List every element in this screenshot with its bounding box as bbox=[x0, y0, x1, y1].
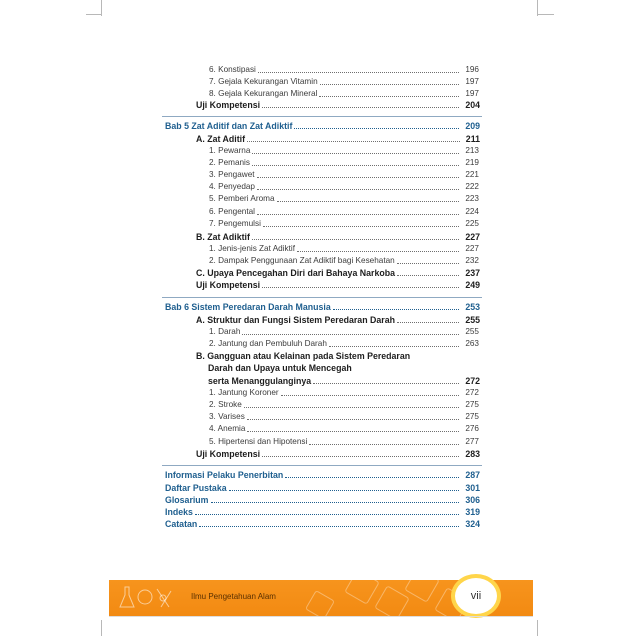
lab-equipment-icon bbox=[117, 583, 177, 613]
toc-entry-page: 224 bbox=[465, 207, 479, 216]
leader-dots bbox=[247, 419, 460, 420]
toc-entry[interactable] bbox=[209, 218, 479, 230]
leader-dots bbox=[397, 322, 459, 323]
leader-dots bbox=[262, 107, 459, 108]
crop-mark bbox=[101, 0, 102, 16]
toc-entry[interactable] bbox=[209, 169, 479, 181]
toc-entry-page: 324 bbox=[465, 519, 480, 529]
leader-dots bbox=[277, 201, 460, 202]
crop-mark bbox=[86, 14, 102, 15]
leader-dots bbox=[294, 128, 459, 129]
toc-entry-page: 272 bbox=[465, 376, 480, 386]
toc-entry-label: 3. Varises bbox=[209, 412, 245, 421]
toc-entry[interactable] bbox=[209, 399, 479, 411]
toc-entry[interactable] bbox=[196, 279, 480, 291]
toc-entry[interactable] bbox=[209, 423, 479, 435]
toc-entry-label: 7. Gejala Kekurangan Vitamin bbox=[209, 77, 318, 86]
toc-backmatter-entry[interactable] bbox=[165, 482, 480, 494]
toc-entry-label: B. Gangguan atau Kelainan pada Sistem Peredaran bbox=[196, 351, 411, 361]
toc-entry-label: 6. Konstipasi bbox=[209, 65, 256, 74]
toc-entry-page: 237 bbox=[465, 268, 480, 278]
toc-entry-page: 196 bbox=[465, 65, 479, 74]
toc-chapter-entry[interactable] bbox=[165, 301, 480, 313]
toc-entry-label: 4. Penyedap bbox=[209, 182, 255, 191]
chapter-rule bbox=[162, 297, 482, 298]
leader-dots bbox=[252, 165, 459, 166]
footer-divider bbox=[109, 616, 533, 617]
toc-entry-label: 4. Anemia bbox=[209, 424, 246, 433]
leader-dots bbox=[263, 226, 459, 227]
toc-entry[interactable] bbox=[209, 338, 479, 350]
toc-entry[interactable] bbox=[209, 436, 479, 448]
leader-dots bbox=[262, 456, 459, 457]
leader-dots bbox=[313, 383, 459, 384]
leader-dots bbox=[258, 72, 459, 73]
leader-dots bbox=[257, 214, 459, 215]
toc-entry-page: 287 bbox=[465, 470, 480, 480]
leader-dots bbox=[247, 141, 460, 142]
crop-mark bbox=[537, 0, 538, 16]
leader-dots bbox=[285, 477, 459, 478]
page-number-badge bbox=[451, 574, 501, 618]
leader-dots bbox=[257, 177, 460, 178]
toc-backmatter-entry[interactable] bbox=[165, 469, 480, 481]
toc-entry-label: 5. Hipertensi dan Hipotensi bbox=[209, 437, 308, 446]
leader-dots bbox=[262, 287, 459, 288]
toc-entry-line bbox=[208, 362, 480, 374]
toc-entry-label: serta Menanggulanginya bbox=[208, 376, 312, 386]
leader-dots bbox=[297, 251, 459, 252]
toc-entry-page: 306 bbox=[465, 495, 480, 505]
toc-entry-page: 272 bbox=[465, 388, 479, 397]
crop-mark bbox=[101, 620, 102, 636]
toc-entry-page: 227 bbox=[465, 244, 479, 253]
leader-dots bbox=[211, 502, 460, 503]
toc-entry-page: 301 bbox=[465, 483, 480, 493]
leader-dots bbox=[247, 431, 459, 432]
toc-entry-page: 209 bbox=[465, 121, 480, 131]
leader-dots bbox=[309, 444, 459, 445]
toc-entry-label: 2. Jantung dan Pembuluh Darah bbox=[209, 339, 327, 348]
toc-entry-page: 227 bbox=[465, 232, 480, 242]
toc-entry-label: C. Upaya Pencegahan Diri dari Bahaya Narkoba bbox=[196, 268, 395, 278]
leader-dots bbox=[333, 309, 460, 310]
toc-entry[interactable] bbox=[196, 99, 480, 111]
toc-entry-label: 7. Pengemulsi bbox=[209, 219, 261, 228]
crop-mark bbox=[537, 620, 538, 636]
leader-dots bbox=[320, 84, 460, 85]
toc-entry[interactable] bbox=[209, 145, 479, 157]
crop-mark bbox=[538, 14, 554, 15]
toc-entry[interactable] bbox=[209, 326, 479, 338]
toc-entry-page: 232 bbox=[465, 256, 479, 265]
toc-entry-page: 283 bbox=[465, 449, 480, 459]
leader-dots bbox=[329, 346, 459, 347]
toc-backmatter-entry[interactable] bbox=[165, 506, 480, 518]
footer-subject: Ilmu Pengetahuan Alam bbox=[191, 592, 276, 601]
toc-entry-label: A. Struktur dan Fungsi Sistem Peredaran Darah bbox=[196, 315, 395, 325]
toc-entry-label: Indeks bbox=[165, 507, 193, 517]
toc-entry-label: Bab 6 Sistem Peredaran Darah Manusia bbox=[165, 302, 331, 312]
toc-entry-label: 1. Pewarna bbox=[209, 146, 251, 155]
toc-entry[interactable] bbox=[196, 448, 480, 460]
leader-dots bbox=[252, 239, 459, 240]
toc-entry-page: 319 bbox=[465, 507, 480, 517]
toc-entry-label: Daftar Pustaka bbox=[165, 483, 227, 493]
toc-entry-page: 221 bbox=[465, 170, 479, 179]
toc-entry[interactable] bbox=[209, 193, 479, 205]
toc-entry-label: 6. Pengental bbox=[209, 207, 255, 216]
toc-entry-label: Darah dan Upaya untuk Mencegah bbox=[208, 363, 352, 373]
toc-entry-page: 275 bbox=[465, 400, 479, 409]
leader-dots bbox=[397, 263, 460, 264]
toc-backmatter-entry[interactable] bbox=[165, 518, 480, 530]
toc-entry[interactable] bbox=[209, 64, 479, 76]
leader-dots bbox=[195, 514, 459, 515]
toc-entry-label: 2. Stroke bbox=[209, 400, 242, 409]
toc-entry[interactable] bbox=[196, 314, 480, 326]
toc-entry[interactable] bbox=[209, 206, 479, 218]
toc-entry-page: 253 bbox=[465, 302, 480, 312]
toc-entry-label: 5. Pemberi Aroma bbox=[209, 194, 275, 203]
toc-entry-line bbox=[196, 350, 480, 362]
toc-entry-page: 211 bbox=[465, 134, 480, 144]
leader-dots bbox=[319, 96, 459, 97]
toc-entry-page: 263 bbox=[465, 339, 479, 348]
toc-entry-label: Uji Kompetensi bbox=[196, 100, 261, 110]
toc-entry-page: 225 bbox=[465, 219, 479, 228]
toc-entry-page: 219 bbox=[465, 158, 479, 167]
toc-entry-label: 2. Pemanis bbox=[209, 158, 250, 167]
leader-dots bbox=[397, 275, 459, 276]
chapter-rule bbox=[162, 116, 482, 117]
hexagon-decoration bbox=[404, 580, 440, 603]
leader-dots bbox=[244, 407, 460, 408]
toc-entry-label: 1. Darah bbox=[209, 327, 241, 336]
toc-entry[interactable] bbox=[208, 375, 480, 387]
leader-dots bbox=[281, 395, 460, 396]
toc-entry-label: Glosarium bbox=[165, 495, 209, 505]
toc-backmatter-entry[interactable] bbox=[165, 494, 480, 506]
toc-entry-label: 2. Dampak Penggunaan Zat Adiktif bagi Kesehatan bbox=[209, 256, 395, 265]
toc-entry[interactable] bbox=[209, 411, 479, 423]
toc-entry-page: 213 bbox=[465, 146, 479, 155]
toc-entry-label: Uji Kompetensi bbox=[196, 280, 261, 290]
toc-entry-page: 222 bbox=[465, 182, 479, 191]
toc-entry-page: 255 bbox=[465, 315, 480, 325]
toc-chapter-entry[interactable] bbox=[165, 120, 480, 132]
toc-entry-page: 255 bbox=[465, 327, 479, 336]
toc-entry[interactable] bbox=[196, 267, 480, 279]
hexagon-decoration bbox=[344, 580, 380, 605]
leader-dots bbox=[242, 334, 459, 335]
toc-entry[interactable] bbox=[209, 255, 479, 267]
toc-entry-label: Catatan bbox=[165, 519, 198, 529]
toc-entry-label: B. Zat Adiktif bbox=[196, 232, 250, 242]
leader-dots bbox=[229, 490, 460, 491]
toc-entry-label: 1. Jantung Koroner bbox=[209, 388, 279, 397]
toc-entry-page: 249 bbox=[465, 280, 480, 290]
leader-dots bbox=[252, 153, 459, 154]
toc-entry-page: 276 bbox=[465, 424, 479, 433]
toc-entry-page: 223 bbox=[465, 194, 479, 203]
toc-entry[interactable] bbox=[209, 387, 479, 399]
toc-entry-label: Bab 5 Zat Aditif dan Zat Adiktif bbox=[165, 121, 293, 131]
toc-entry[interactable] bbox=[209, 243, 479, 255]
toc-entry[interactable] bbox=[209, 157, 479, 169]
toc-entry[interactable] bbox=[196, 231, 480, 243]
toc-entry-page: 197 bbox=[465, 77, 479, 86]
toc-entry-label: 3. Pengawet bbox=[209, 170, 255, 179]
hexagon-decoration bbox=[305, 590, 335, 616]
toc-entry-label: 1. Jenis-jenis Zat Adiktif bbox=[209, 244, 296, 253]
toc-entry-label: Informasi Pelaku Penerbitan bbox=[165, 470, 284, 480]
toc-entry-label: Uji Kompetensi bbox=[196, 449, 261, 459]
toc-entry[interactable] bbox=[209, 181, 479, 193]
leader-dots bbox=[199, 526, 459, 527]
toc-entry-label: A. Zat Aditif bbox=[196, 134, 246, 144]
toc-entry-page: 275 bbox=[465, 412, 479, 421]
chapter-rule bbox=[162, 465, 482, 466]
page-number: vii bbox=[470, 590, 482, 602]
toc-entry[interactable] bbox=[209, 76, 479, 88]
leader-dots bbox=[257, 189, 459, 190]
toc-entry-label: 8. Gejala Kekurangan Mineral bbox=[209, 89, 318, 98]
toc-entry-page: 197 bbox=[465, 89, 479, 98]
toc-entry-page: 204 bbox=[465, 100, 480, 110]
toc-entry-page: 277 bbox=[465, 437, 479, 446]
toc-entry[interactable] bbox=[196, 133, 480, 145]
